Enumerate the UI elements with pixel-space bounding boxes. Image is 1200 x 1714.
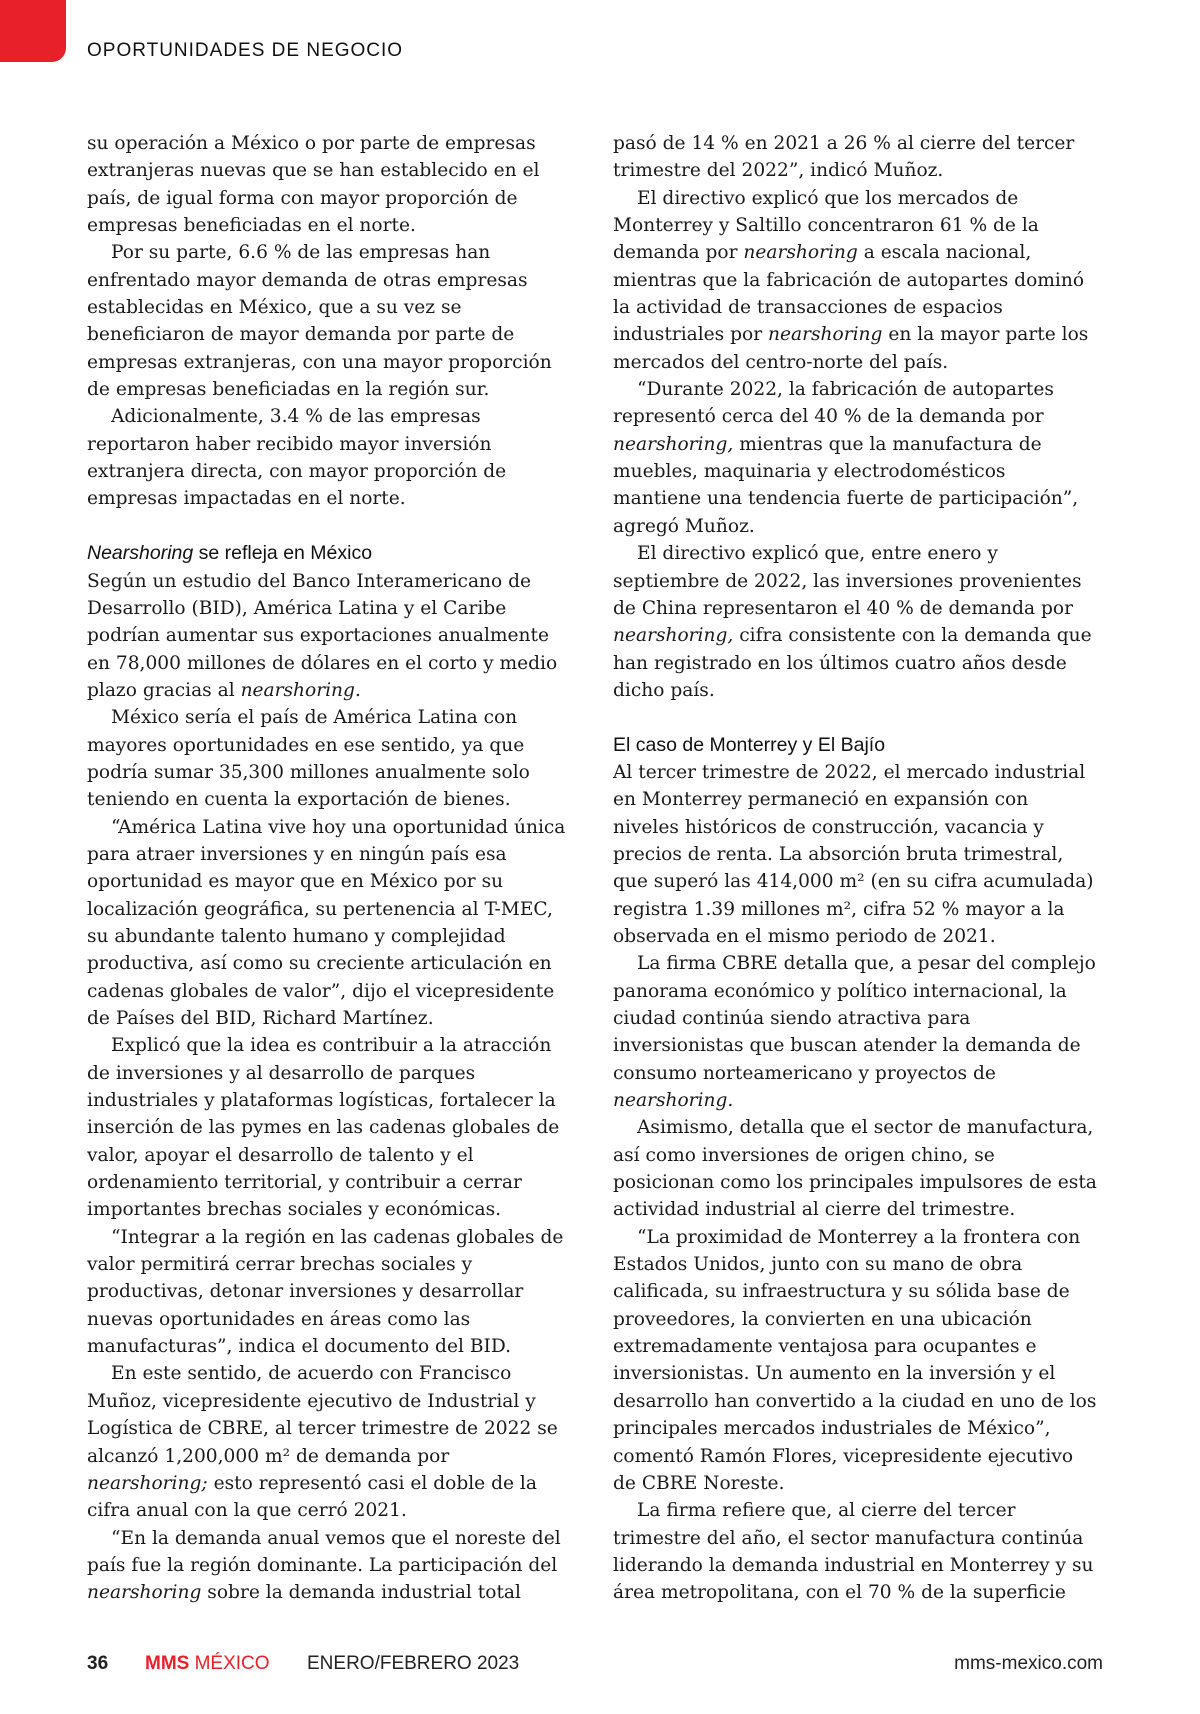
italic-text: nearshoring	[768, 324, 883, 346]
text: El directivo explicó que los mercados de Monterrey y Saltillo concentraron 61 % de la demanda por	[613, 187, 1039, 264]
paragraph	[613, 185, 1099, 376]
text: El directivo explicó que, entre enero y septiembre de 2022, las inversiones provenientes de China representaron el 40 % de demanda por	[613, 543, 1082, 619]
paragraph	[87, 1360, 573, 1524]
paragraph	[613, 376, 1099, 540]
subheading-monterrey: El caso de Monterrey y El Bajío	[613, 733, 886, 756]
paragraph	[613, 950, 1099, 1114]
paragraph: “La proximidad de Monterrey a la frontera con Estados Unidos, junto con su mano de obra calificada, su infraestructura y su sólida base de proveedores, la convierten en una ubicación extremadamente ventajosa para ocupantes e inversionistas. Un aumento en la inversión y el desarrollo han convertido a la ciudad en uno de los principales mercados industriales de México”, comentó Ramón Flores, vicepresidente ejecutivo de CBRE Noreste.	[613, 1226, 1097, 1494]
paragraph: Adicionalmente, 3.4 % de las empresas reportaron haber recibido mayor inversión extranjera directa, con mayor proporción de empresas impactadas en el norte.	[87, 406, 507, 510]
paragraph: México sería el país de América Latina con mayores oportunidades en ese sentido, ya que podría sumar 35,300 millones anualmente solo teniendo en cuenta la exportación de bienes.	[87, 707, 530, 811]
paragraph: pasó de 14 % en 2021 a 26 % al cierre del tercer trimestre del 2022”, indicó Muñoz.	[613, 133, 1075, 182]
text: sobre la demanda industrial total	[201, 1582, 521, 1604]
italic-text: nearshoring.	[240, 679, 361, 701]
paragraph	[87, 568, 573, 705]
paragraph: La firma refiere que, al cierre del tercer trimestre del año, el sector manufactura continúa liderando la demanda industrial en Monterrey y su área metropolitana, con el 70 % de la superficie	[613, 1500, 1094, 1604]
paragraph	[87, 1525, 573, 1607]
text: “En la demanda anual vemos que el noreste del país fue la región dominante. La participación del	[87, 1527, 561, 1576]
text: En este sentido, de acuerdo con Francisco Muñoz, vicepresidente ejecutivo de Industrial y Logística de CBRE, al tercer trimestre de 2022 se alcanzó 1,200,000 m² de demanda por	[87, 1363, 558, 1467]
text: esto representó casi el doble de la cifra anual con la que cerró 2021.	[87, 1472, 537, 1522]
issue-date: ENERO/FEBRERO 2023	[307, 1653, 520, 1674]
subheading-rest: se refleja en México	[193, 542, 373, 565]
italic-text: nearshoring	[743, 242, 858, 264]
page-footer	[87, 1653, 1103, 1683]
website-link[interactable]: mms-mexico.com	[954, 1653, 1103, 1674]
text: cifra consistente con la demanda que han registrado en los últimos cuatro años desde dicho país.	[613, 625, 1092, 701]
left-column	[87, 130, 573, 1607]
brand-light: MÉXICO	[189, 1653, 270, 1674]
italic-text: nearshoring.	[613, 1090, 734, 1112]
paragraph: “América Latina vive hoy una oportunidad única para atraer inversiones y en ningún país esa oportunidad es mayor que en México por su localización geográfica, su pertenencia al T-MEC, su abundante talento humano y complejidad productiva, así como su creciente articulación en cadenas globales de valor”, dijo el vicepresidente de Países del BID, Richard Martínez.	[87, 816, 566, 1029]
paragraph: “Integrar a la región en las cadenas globales de valor permitirá cerrar brechas sociales y productivas, detonar inversiones y desarrollar nuevas oportunidades en áreas como las manufacturas”, indica el documento del BID.	[87, 1226, 564, 1358]
text: en la mayor parte los mercados del centro-norte del país.	[613, 324, 1089, 373]
italic-text: nearshoring	[87, 1582, 202, 1604]
subheading-italic: Nearshoring	[87, 542, 194, 565]
page-number: 36	[87, 1653, 109, 1674]
text: La firma CBRE detalla que, a pesar del complejo panorama económico y político internacional, la ciudad continúa siendo atractiva para inversionistas que buscan atender la demanda de consumo norteamericano y proyectos de	[613, 953, 1096, 1084]
magazine-brand	[145, 1653, 270, 1675]
text: mientras que la manufactura de muebles, maquinaria y electrodomésticos mantiene una tendencia fuerte de participación”, agregó Muñoz.	[613, 433, 1079, 537]
paragraph: Por su parte, 6.6 % de las empresas han enfrentado mayor demanda de otras empresas establecidas en México, que a su vez se beneficiaron de mayor demanda por parte de empresas extranjeras, con una mayor proporción de empresas beneficiadas en la región sur.	[87, 242, 552, 401]
subheading-nearshoring	[87, 540, 573, 567]
paragraph: Asimismo, detalla que el sector de manufactura, así como inversiones de origen chino, se posicionan como los principales impulsores de esta actividad industrial al cierre del trimestre.	[613, 1117, 1097, 1221]
text: Según un estudio del Banco Interamericano de Desarrollo (BID), América Latina y el Caribe podrían aumentar sus exportaciones anualmente en 78,000 millones de dólares en el corto y medio plazo gracias al	[87, 570, 558, 701]
text: a escala nacional, mientras que la fabricación de autopartes dominó la actividad de transacciones de espacios industriales por	[613, 242, 1085, 346]
section-color-tab	[0, 0, 66, 62]
paragraph: Explicó que la idea es contribuir a la atracción de inversiones y al desarrollo de parques industriales y plataformas logísticas, fortalecer la inserción de las pymes en las cadenas globales de valor, apoyar el desarrollo de talento y el ordenamiento territorial, y contribuir a cerrar importantes brechas sociales y económicas.	[87, 1035, 560, 1221]
paragraph: su operación a México o por parte de empresas extranjeras nuevas que se han establecido en el país, de igual forma con mayor proporción de empresas beneficiadas en el norte.	[87, 133, 540, 237]
right-column	[613, 130, 1099, 1607]
paragraph	[613, 540, 1099, 704]
brand-bold: MMS	[145, 1653, 190, 1674]
italic-text: nearshoring;	[87, 1472, 208, 1494]
section-header: OPORTUNIDADES DE NEGOCIO	[87, 40, 404, 61]
italic-text: nearshoring,	[613, 433, 734, 455]
paragraph: Al tercer trimestre de 2022, el mercado industrial en Monterrey permaneció en expansión con niveles históricos de construcción, vacancia y precios de renta. La absorción bruta trimestral, que superó las 414,000 m² (en su cifra acumulada) registra 1.39 millones m², cifra 52 % mayor a la observada en el mismo periodo de 2021.	[613, 761, 1094, 947]
text: “Durante 2022, la fabricación de autopartes representó cerca del 40 % de la demanda por	[613, 379, 1054, 428]
italic-text: nearshoring,	[613, 625, 734, 647]
